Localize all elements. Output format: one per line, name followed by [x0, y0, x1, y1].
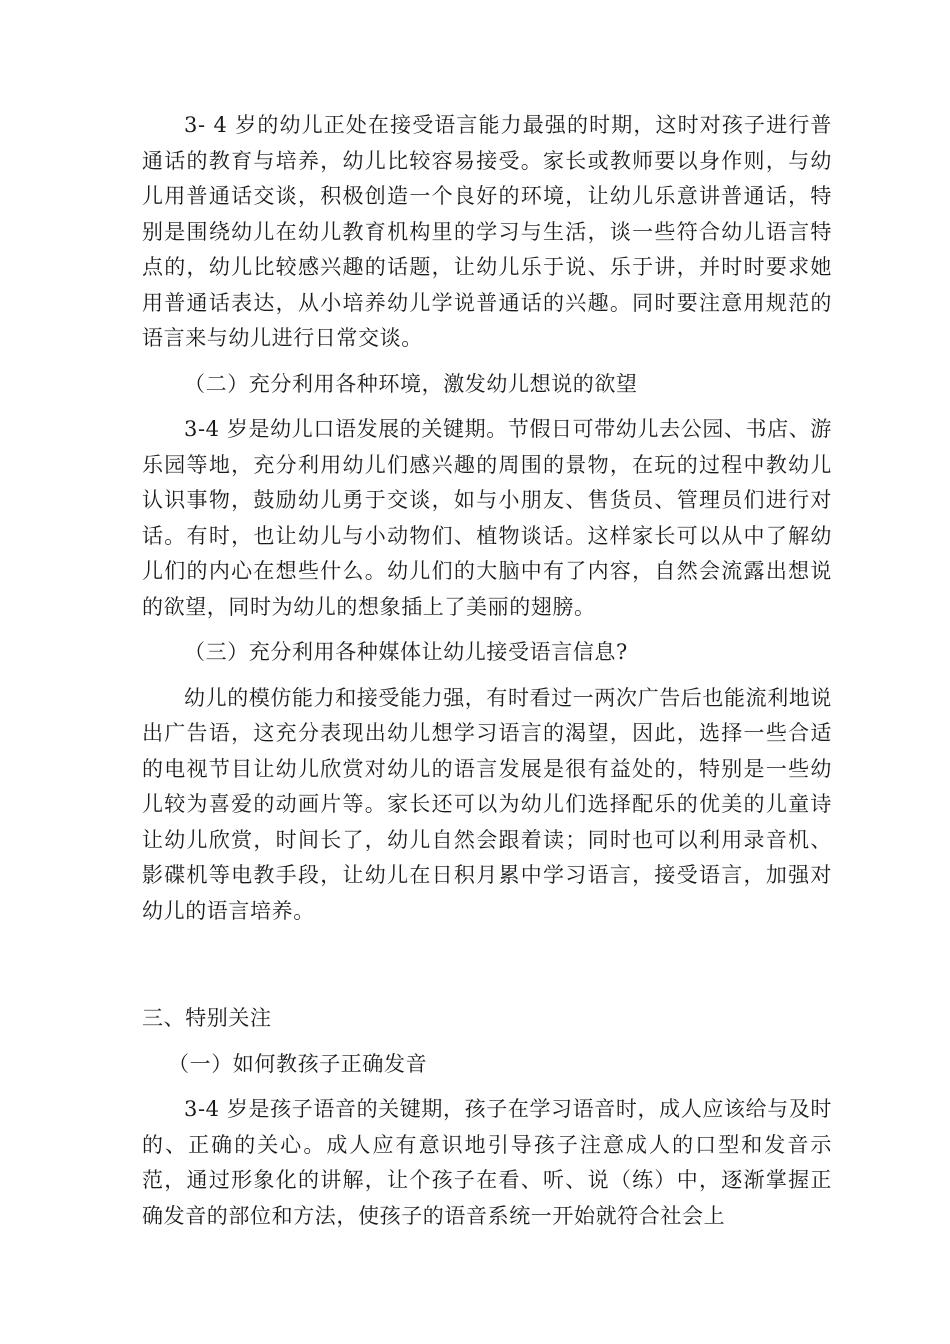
paragraph-media: 幼儿的模仿能力和接受能力强，有时看过一两次广告后也能流利地说出广告语，这充分表现出幼儿想学习语言的渴望，因此，选择一些合适的电视节目让幼儿欣赏对幼儿的语言发展是很有益处的，特别是一些幼儿较为喜爱的动画片等。家长还可以为幼儿们选择配乐的优美的儿童诗让幼儿欣赏，时间长了，幼儿自然会跟着读；同时也可以利用录音机、影碟机等电教手段，让幼儿在日积月累中学习语言，接受语言，加强对幼儿的语言培养。: [142, 685, 832, 923]
document-page: [142, 108, 832, 1234]
paragraph-environment: 3-4 岁是幼儿口语发展的关键期。节假日可带幼儿去公园、书店、游乐园等地，充分利用幼儿们感兴趣的周围的景物，在玩的过程中教幼儿认识事物，鼓励幼儿勇于交谈，如与小朋友、售货员、管理员们进行对话。有时，也让幼儿与小动物们、植物谈话。这样家长可以从中了解幼儿们的内心在想些什么。幼儿们的大脑中有了内容，自然会流露出想说的欲望，同时为幼儿的想象插上了美丽的翅膀。: [142, 417, 832, 619]
subheading-environment: （二）充分利用各种环境，激发幼儿想说的欲望: [184, 371, 638, 396]
paragraph-putonghua: 3- 4 岁的幼儿正处在接受语言能力最强的时期，这时对孩子进行普通话的教育与培养，幼儿比较容易接受。家长或教师要以身作则，与幼儿用普通话交谈，积极创造一个良好的环境，让幼儿乐意讲普通话，特别是围绕幼儿在幼儿教育机构里的学习与生活，谈一些符合幼儿语言特点的，幼儿比较感兴趣的话题，让幼儿乐于说、乐于讲，并时时要求她用普通话表达，从小培养幼儿学说普通话的兴趣。同时要注意用规范的语言来与幼儿进行日常交谈。: [142, 113, 832, 350]
paragraph-pronunciation: 3-4 岁是孩子语音的关键期，孩子在学习语音时，成人应该给与及时的、正确的关心。成人应有意识地引导孩子注意成人的口型和发音示范，通过形象化的讲解，让个孩子在看、听、说（练）中，逐渐掌握正确发音的部位和方法，使孩子的语音系统一开始就符合社会上: [142, 1097, 832, 1228]
subheading-pronunciation: （一）如何教孩子正确发音: [168, 1051, 428, 1076]
subheading-media: （三）充分利用各种媒体让幼儿接受语言信息?: [184, 640, 628, 664]
section-title-special-attention: 三、特别关注: [142, 1006, 272, 1030]
section-spacer: [142, 929, 832, 1001]
